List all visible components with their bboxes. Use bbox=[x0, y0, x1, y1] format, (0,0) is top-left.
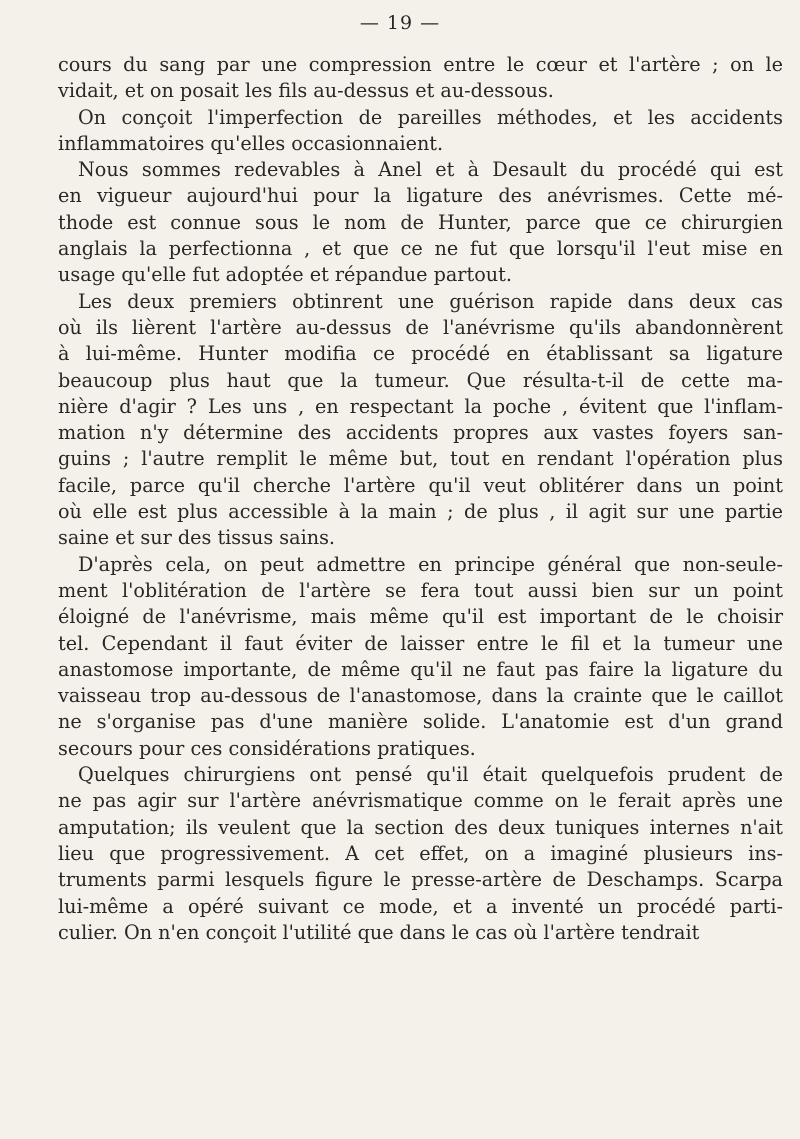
paragraph bbox=[58, 157, 783, 288]
text-line: Les deux premiers obtinrent une guérison rapide dans deux cas bbox=[78, 289, 783, 313]
text-line: lieu que progressivement. A cet effet, on a imaginé plusieurs ins- bbox=[58, 841, 783, 865]
text-line: où ils lièrent l'artère au-dessus de l'anévrisme qu'ils abandonnèrent bbox=[58, 315, 783, 339]
text-line: vaisseau trop au-dessous de l'anastomose, dans la crainte que le caillot bbox=[58, 684, 783, 708]
text-line: guins ; l'autre remplit le même but, tout en rendant l'opération plus bbox=[58, 447, 783, 471]
paragraph bbox=[58, 52, 783, 105]
text-line: tel. Cependant il faut éviter de laisser entre le fil et la tumeur une bbox=[58, 631, 783, 655]
text-line: où elle est plus accessible à la main ; de plus , il agit sur une partie bbox=[58, 500, 783, 524]
text-line: cours du sang par une compression entre le cœur et l'artère ; on le bbox=[58, 53, 783, 76]
text-line: amputation; ils veulent que la section des deux tuniques internes n'ait bbox=[58, 815, 783, 839]
text-line: inflammatoires qu'elles occasionnaient. bbox=[58, 131, 444, 155]
paragraph bbox=[58, 762, 783, 946]
text-line: beaucoup plus haut que la tumeur. Que résulta-t-il de cette ma- bbox=[58, 368, 783, 392]
text-line: anglais la perfectionna , et que ce ne fut que lorsqu'il l'eut mise en bbox=[58, 237, 783, 261]
paragraph bbox=[58, 289, 783, 552]
paragraph bbox=[58, 105, 783, 158]
text-line: à lui-même. Hunter modifia ce procédé en établissant sa ligature bbox=[58, 342, 783, 366]
text-line: en vigueur aujourd'hui pour la ligature des anévrismes. Cette mé- bbox=[58, 184, 783, 208]
text-line: vidait, et on posait les fils au-dessus et au-dessous. bbox=[58, 79, 554, 103]
text-line: Quelques chirurgiens ont pensé qu'il était quelquefois prudent de bbox=[78, 763, 783, 787]
text-line: facile, parce qu'il cherche l'artère qu'il veut oblitérer dans un point bbox=[58, 473, 783, 497]
text-line: ne pas agir sur l'artère anévrismatique comme on le ferait après une bbox=[58, 789, 783, 813]
text-line: saine et sur des tissus sains. bbox=[58, 526, 336, 550]
text-line: éloigné de l'anévrisme, mais même qu'il est important de le choisir bbox=[58, 605, 783, 629]
text-line: usage qu'elle fut adoptée et répandue partout. bbox=[58, 263, 512, 287]
text-line: D'après cela, on peut admettre en principe général que non-seule- bbox=[78, 552, 783, 576]
text-line: mation n'y détermine des accidents propres aux vastes foyers san- bbox=[58, 421, 783, 445]
paragraph bbox=[58, 552, 783, 762]
page-header: — 19 — bbox=[359, 12, 441, 34]
text-line: ne s'organise pas d'une manière solide. L'anatomie est d'un grand bbox=[58, 710, 783, 734]
text-line: anastomose importante, de même qu'il ne faut pas faire la ligature du bbox=[58, 657, 783, 681]
text-line: nière d'agir ? Les uns , en respectant la poche , évitent que l'inflam- bbox=[58, 394, 783, 418]
text-line: truments parmi lesquels figure le presse-artère de Deschamps. Scarpa bbox=[58, 868, 783, 892]
text-line: secours pour ces considérations pratiques. bbox=[58, 736, 476, 760]
text-line: thode est connue sous le nom de Hunter, parce que ce chirurgien bbox=[58, 210, 783, 234]
body-text bbox=[58, 52, 783, 946]
text-line: lui-même a opéré suivant ce mode, et a inventé un procédé parti- bbox=[58, 894, 783, 918]
text-line: ment l'oblitération de l'artère se fera tout aussi bien sur un point bbox=[58, 578, 783, 602]
text-line: On conçoit l'imperfection de pareilles méthodes, et les accidents bbox=[78, 105, 783, 129]
text-line: Nous sommes redevables à Anel et à Desault du procédé qui est bbox=[78, 158, 783, 182]
text-line: culier. On n'en conçoit l'utilité que dans le cas où l'artère tendrait bbox=[58, 920, 700, 944]
